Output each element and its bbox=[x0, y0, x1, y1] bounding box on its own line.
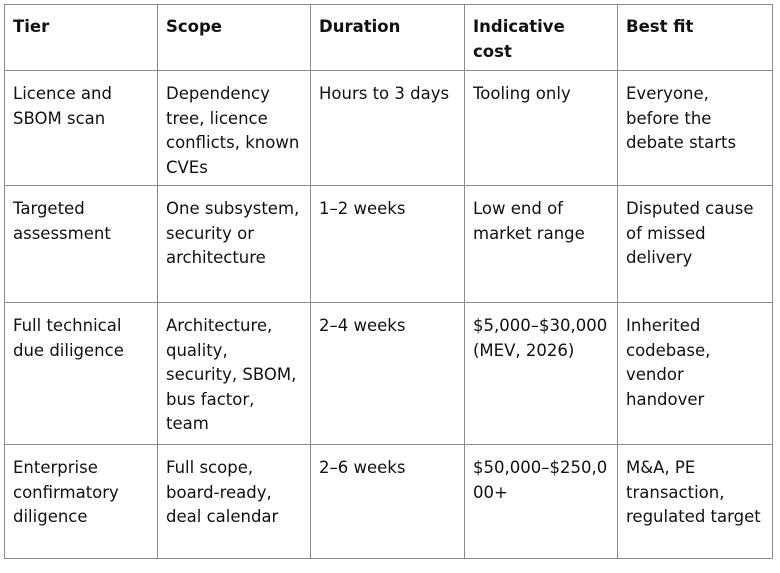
cell-duration: 1–2 weeks bbox=[311, 186, 465, 303]
header-tier: Tier bbox=[5, 5, 158, 71]
cell-duration: Hours to 3 days bbox=[311, 71, 465, 186]
cell-best-fit: M&A, PE transaction, regulated target bbox=[618, 445, 773, 559]
header-scope: Scope bbox=[158, 5, 311, 71]
table-row bbox=[5, 303, 773, 445]
header-best-fit: Best fit bbox=[618, 5, 773, 71]
cell-scope: One subsystem, security or architecture bbox=[158, 186, 311, 303]
cell-cost: $50,000–$250,000+ bbox=[465, 445, 618, 559]
cell-best-fit: Disputed cause of missed delivery bbox=[618, 186, 773, 303]
cell-tier: Licence and SBOM scan bbox=[5, 71, 158, 186]
table-row bbox=[5, 445, 773, 559]
header-indicative-cost: Indicative cost bbox=[465, 5, 618, 71]
cell-duration: 2–6 weeks bbox=[311, 445, 465, 559]
cell-cost: Tooling only bbox=[465, 71, 618, 186]
cell-scope: Dependency tree, licence conflicts, known CVEs bbox=[158, 71, 311, 186]
cell-tier: Full technical due diligence bbox=[5, 303, 158, 445]
cell-cost: Low end of market range bbox=[465, 186, 618, 303]
cell-best-fit: Inherited codebase, vendor handover bbox=[618, 303, 773, 445]
table-row bbox=[5, 186, 773, 303]
cell-scope: Architecture, quality, security, SBOM, bus factor, team bbox=[158, 303, 311, 445]
table-header-row bbox=[5, 5, 773, 71]
cell-tier: Targeted assessment bbox=[5, 186, 158, 303]
header-duration: Duration bbox=[311, 5, 465, 71]
cell-duration: 2–4 weeks bbox=[311, 303, 465, 445]
cell-scope: Full scope, board-ready, deal calendar bbox=[158, 445, 311, 559]
table-row bbox=[5, 71, 773, 186]
comparison-table bbox=[4, 4, 773, 559]
cell-cost: $5,000–$30,000 (MEV, 2026) bbox=[465, 303, 618, 445]
cell-tier: Enterprise confirmatory diligence bbox=[5, 445, 158, 559]
cell-best-fit: Everyone, before the debate starts bbox=[618, 71, 773, 186]
